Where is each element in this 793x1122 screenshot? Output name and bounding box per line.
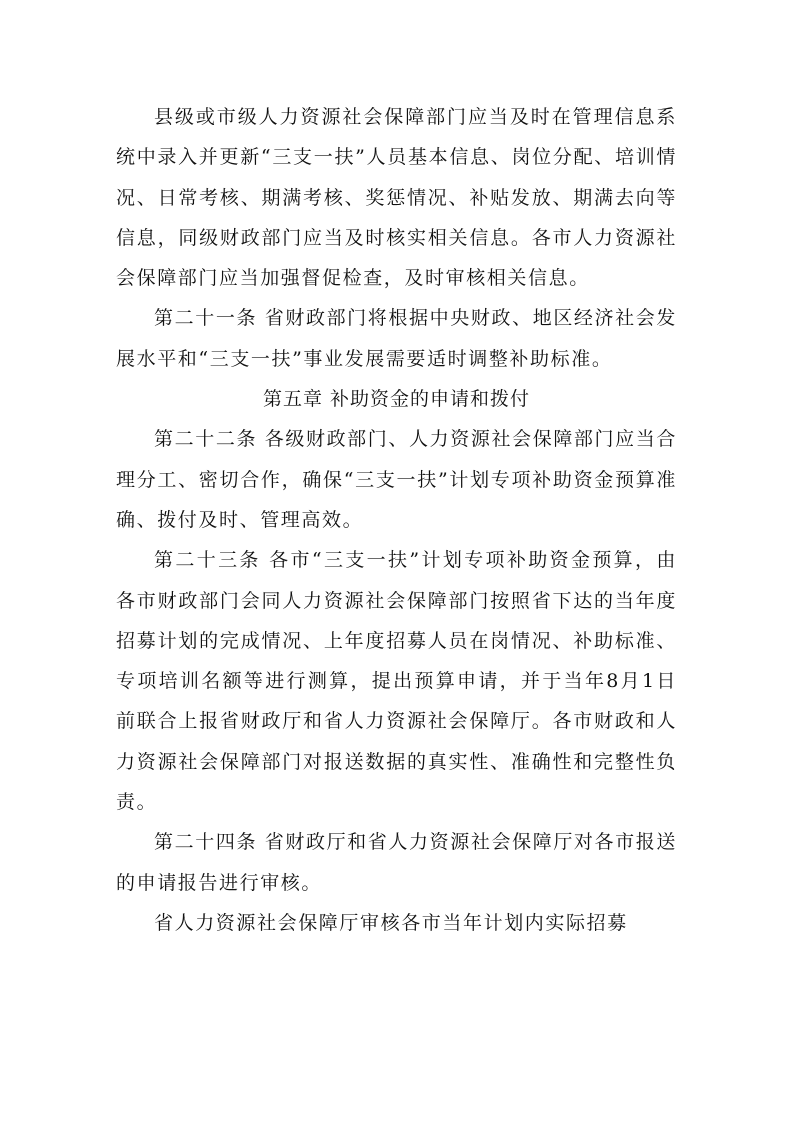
paragraph-article-24: 第二十四条 省财政厅和省人力资源社会保障厅对各市报送的申请报告进行审核。 <box>116 831 677 894</box>
paragraph-info-system: 县级或市级人力资源社会保障部门应当及时在管理信息系统中录入并更新“三支一扶”人员基本信息、岗位分配、培训情况、日常考核、期满考核、奖惩情况、补贴发放、期满去向等信息，同级财政部门应当及时核实相关信息。各市人力资源社会保障部门应当加强督促检查，及时审核相关信息。 <box>116 106 677 290</box>
paragraph-review: 省人力资源社会保障厅审核各市当年计划内实际招募 <box>154 911 628 934</box>
paragraph-article-21: 第二十一条 省财政部门将根据中央财政、地区经济社会发展水平和“三支一扶”事业发展需要适时调整补助标准。 <box>116 307 677 370</box>
chapter-title: 第五章 补助资金的申请和拨付 <box>262 388 531 411</box>
paragraph-article-22: 第二十二条 各级财政部门、人力资源社会保障部门应当合理分工、密切合作，确保“三支一扶”计划专项补助资金预算准确、拨付及时、管理高效。 <box>116 428 677 531</box>
document-body <box>116 97 677 943</box>
paragraph-article-23: 第二十三条 各市“三支一扶”计划专项补助资金预算，由各市财政部门会同人力资源社会保障部门按照省下达的当年度招募计划的完成情况、上年度招募人员在岗情况、补助标准、专项培训名额等进行测算，提出预算申请，并于当年8月1日前联合上报省财政厅和省人力资源社会保障厅。各市财政和人力资源社会保障部门对报送数据的真实性、准确性和完整性负责。 <box>116 549 677 814</box>
